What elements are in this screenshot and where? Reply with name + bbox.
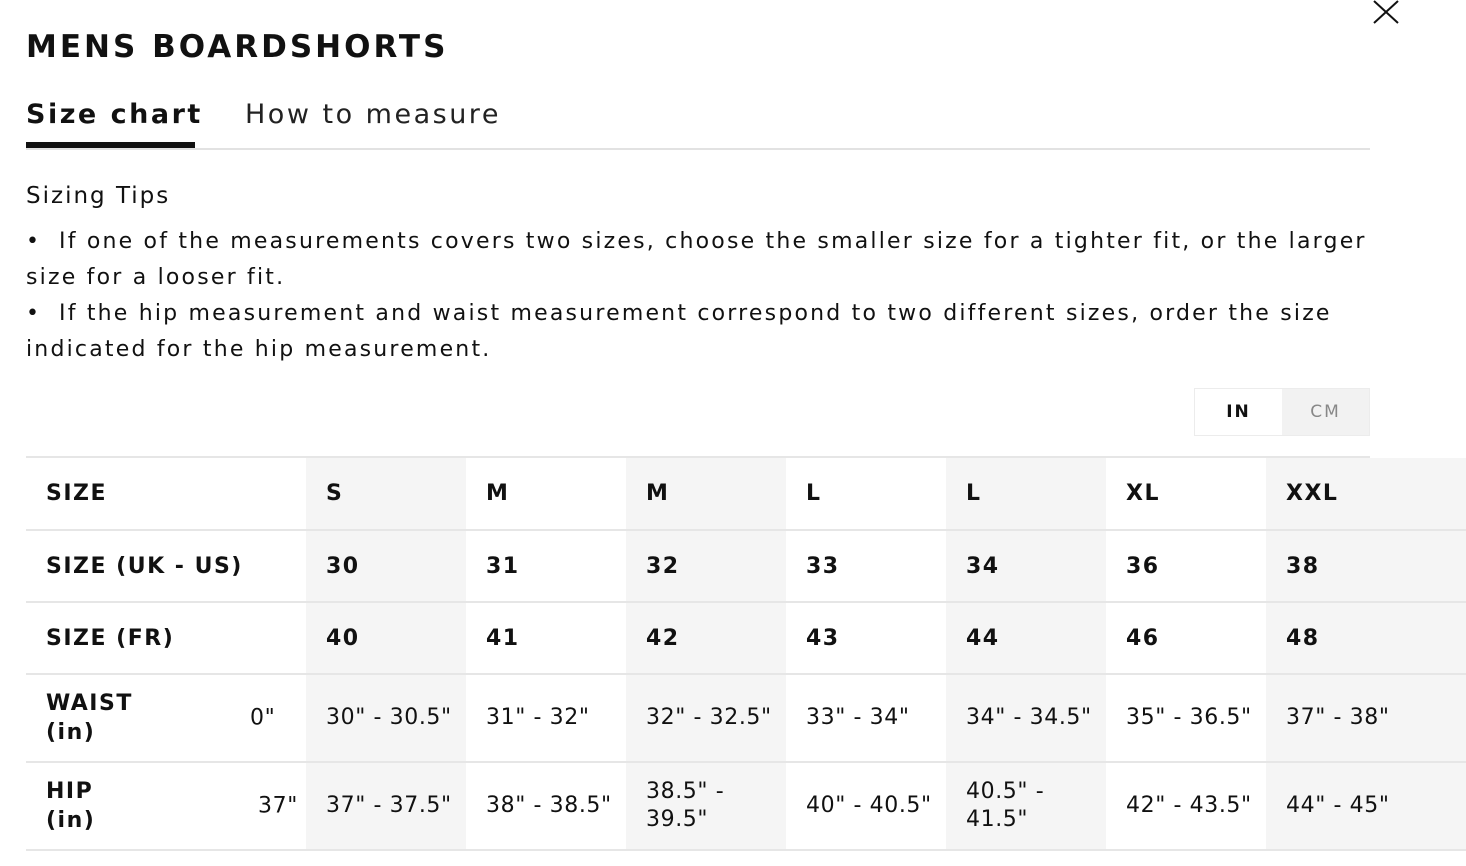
row-label-stub: 0" [250,705,276,731]
row-label-unit: (in) [46,720,96,745]
row-label-unit: (in) [46,808,96,833]
sizing-tip [26,296,1376,368]
size-table-scroll[interactable] [26,456,1390,866]
table-cell: 38 [1266,530,1466,602]
table-cell: 43 [786,602,946,674]
sizing-tip [26,224,1376,296]
table-cell: XL [1106,458,1266,530]
table-row-hip [26,762,1466,850]
table-cell: 33 [786,530,946,602]
row-label [26,762,306,850]
table-row-size-fr [26,602,1466,674]
table-cell: 35" - 36.5" [1106,674,1266,762]
table-cell: 38.5" - 39.5" [626,762,786,850]
modal-title: MENS BOARDSHORTS [26,29,449,65]
bullet-icon: • [26,229,42,254]
sizing-tips-list [26,224,1376,368]
table-row-waist [26,674,1466,762]
unit-cm-button[interactable]: CM [1282,389,1369,435]
sizing-tip-text: If one of the measurements covers two sizes, choose the smaller size for a tighter fit, or the larger size for a looser fit. [26,229,1367,290]
size-table [26,458,1466,851]
table-cell: L [946,458,1106,530]
table-cell: 44" - 45" [1266,762,1466,850]
table-cell: 38" - 38.5" [466,762,626,850]
table-cell: 44 [946,602,1106,674]
bullet-icon: • [26,301,42,326]
tab-size-chart[interactable]: Size chart [26,94,195,148]
table-cell: 31 [466,530,626,602]
table-cell: S [306,458,466,530]
row-label: SIZE (FR) [26,602,306,674]
close-icon[interactable] [1371,0,1399,26]
table-cell: M [466,458,626,530]
table-cell: 41 [466,602,626,674]
row-label: SIZE (UK - US) [26,530,306,602]
table-cell: 34 [946,530,1106,602]
row-label-stub: 37" [258,793,298,819]
table-cell: 37" - 37.5" [306,762,466,850]
row-label: SIZE [26,458,306,530]
tab-bar [26,94,1370,150]
table-cell: 42" - 43.5" [1106,762,1266,850]
table-cell: 37" - 38" [1266,674,1466,762]
table-cell: 40" - 40.5" [786,762,946,850]
table-cell: M [626,458,786,530]
table-row-size-uk-us [26,530,1466,602]
unit-in-button[interactable]: IN [1195,389,1282,435]
row-label-title: WAIST [46,691,133,716]
table-cell: 46 [1106,602,1266,674]
sizing-tips-heading: Sizing Tips [26,183,171,209]
row-label [26,674,306,762]
table-row-size [26,458,1466,530]
table-cell: 31" - 32" [466,674,626,762]
table-cell: 48 [1266,602,1466,674]
table-cell: 33" - 34" [786,674,946,762]
table-cell: 40.5" - 41.5" [946,762,1106,850]
tab-how-to-measure[interactable]: How to measure [245,99,501,130]
table-cell: 42 [626,602,786,674]
sizing-tip-text: If the hip measurement and waist measurement correspond to two different sizes, order the size indicated for the hip measurement. [26,301,1332,362]
table-cell: 30 [306,530,466,602]
table-cell: 34" - 34.5" [946,674,1106,762]
row-label-title: HIP [46,779,94,804]
table-cell: XXL [1266,458,1466,530]
unit-toggle [1194,388,1370,436]
table-cell: 40 [306,602,466,674]
table-cell: 36 [1106,530,1266,602]
table-cell: 32" - 32.5" [626,674,786,762]
table-cell: 32 [626,530,786,602]
table-cell: 30" - 30.5" [306,674,466,762]
table-cell: L [786,458,946,530]
